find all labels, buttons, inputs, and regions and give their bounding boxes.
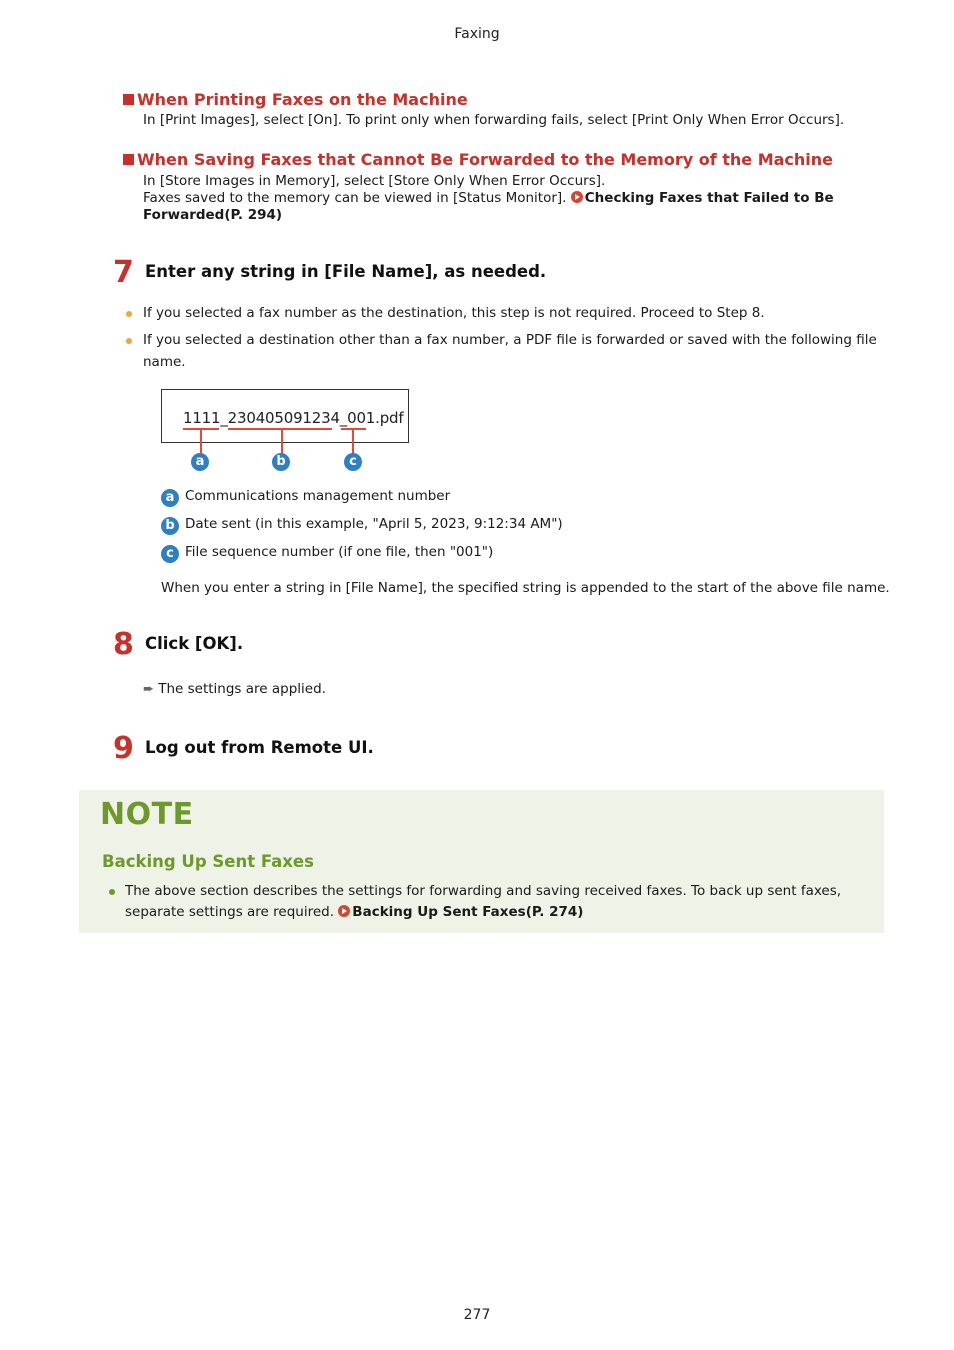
note-heading: NOTE <box>100 797 194 832</box>
section-title-printing <box>123 90 468 109</box>
connector-c <box>352 428 354 454</box>
label-b-icon: b <box>272 453 290 471</box>
link-arrow-icon <box>571 191 583 203</box>
section-title-saving <box>123 150 833 169</box>
step-7-number: 7 <box>113 255 134 290</box>
running-header: Faxing <box>454 26 500 42</box>
section-printing-text: In [Print Images], select [On]. To print only when forwarding fails, select [Print Only When Error Occurs]. <box>143 112 845 128</box>
section-saving-line1: In [Store Images in Memory], select [Store Only When Error Occurs]. <box>143 173 606 189</box>
bullet-icon <box>126 311 132 317</box>
section-saving-line2-text: Faxes saved to the memory can be viewed in [Status Monitor]. <box>143 190 571 206</box>
filename-example: 1111_230405091234_001.pdf <box>183 409 404 427</box>
legend-c-icon: c <box>161 545 179 563</box>
step-7-title: Enter any string in [File Name], as needed. <box>145 262 547 281</box>
link-backing-up-sent-faxes[interactable]: Backing Up Sent Faxes(P. 274) <box>352 904 584 920</box>
step-7-bullet-2-line1: If you selected a destination other than a fax number, a PDF file is forwarded or saved with the following file <box>143 332 877 348</box>
page-number: 277 <box>463 1307 491 1323</box>
section-saving-line2 <box>143 190 834 207</box>
square-marker-icon <box>123 154 134 165</box>
step-8-result <box>143 681 326 698</box>
label-a-icon: a <box>191 453 209 471</box>
step-7-bullet-2-line2: name. <box>143 354 186 370</box>
legend-b-icon: b <box>161 517 179 535</box>
step-8-result-text: The settings are applied. <box>158 681 326 697</box>
label-c-icon: c <box>344 453 362 471</box>
legend-c-text: File sequence number (if one file, then "001") <box>185 544 494 560</box>
legend-a-text: Communications management number <box>185 488 451 504</box>
link-checking-faxes-cont[interactable]: Forwarded(P. 294) <box>143 207 283 223</box>
connector-a <box>200 428 202 454</box>
link-checking-faxes[interactable]: Checking Faxes that Failed to Be <box>584 190 834 206</box>
legend-b-text: Date sent (in this example, "April 5, 2023, 9:12:34 AM") <box>185 516 563 532</box>
note-text-line1: The above section describes the settings for forwarding and saving received faxes. To back up sent faxes, <box>125 883 842 899</box>
step-8-title: Click [OK]. <box>145 634 244 653</box>
result-arrow-icon: ➨ <box>143 682 154 697</box>
underline-c <box>341 428 366 430</box>
square-marker-icon <box>123 94 134 105</box>
step-8-number: 8 <box>113 627 134 662</box>
step-7-note: When you enter a string in [File Name], the specified string is appended to the start of the above file name. <box>161 580 890 596</box>
legend-a-icon: a <box>161 489 179 507</box>
section-title-saving-text: When Saving Faxes that Cannot Be Forwarded to the Memory of the Machine <box>137 150 834 169</box>
bullet-icon <box>126 338 132 344</box>
note-subheading: Backing Up Sent Faxes <box>102 852 314 871</box>
underline-b <box>228 428 332 430</box>
step-9-title: Log out from Remote UI. <box>145 738 374 757</box>
note-text-line2-text: separate settings are required. <box>125 904 339 920</box>
connector-b <box>281 428 283 454</box>
bullet-icon <box>109 889 115 895</box>
step-9-number: 9 <box>113 731 134 766</box>
link-arrow-icon <box>338 905 350 917</box>
step-7-bullet-1: If you selected a fax number as the destination, this step is not required. Proceed to Step 8. <box>143 305 765 321</box>
note-text-line2 <box>125 904 583 921</box>
section-title-printing-text: When Printing Faxes on the Machine <box>137 90 468 109</box>
